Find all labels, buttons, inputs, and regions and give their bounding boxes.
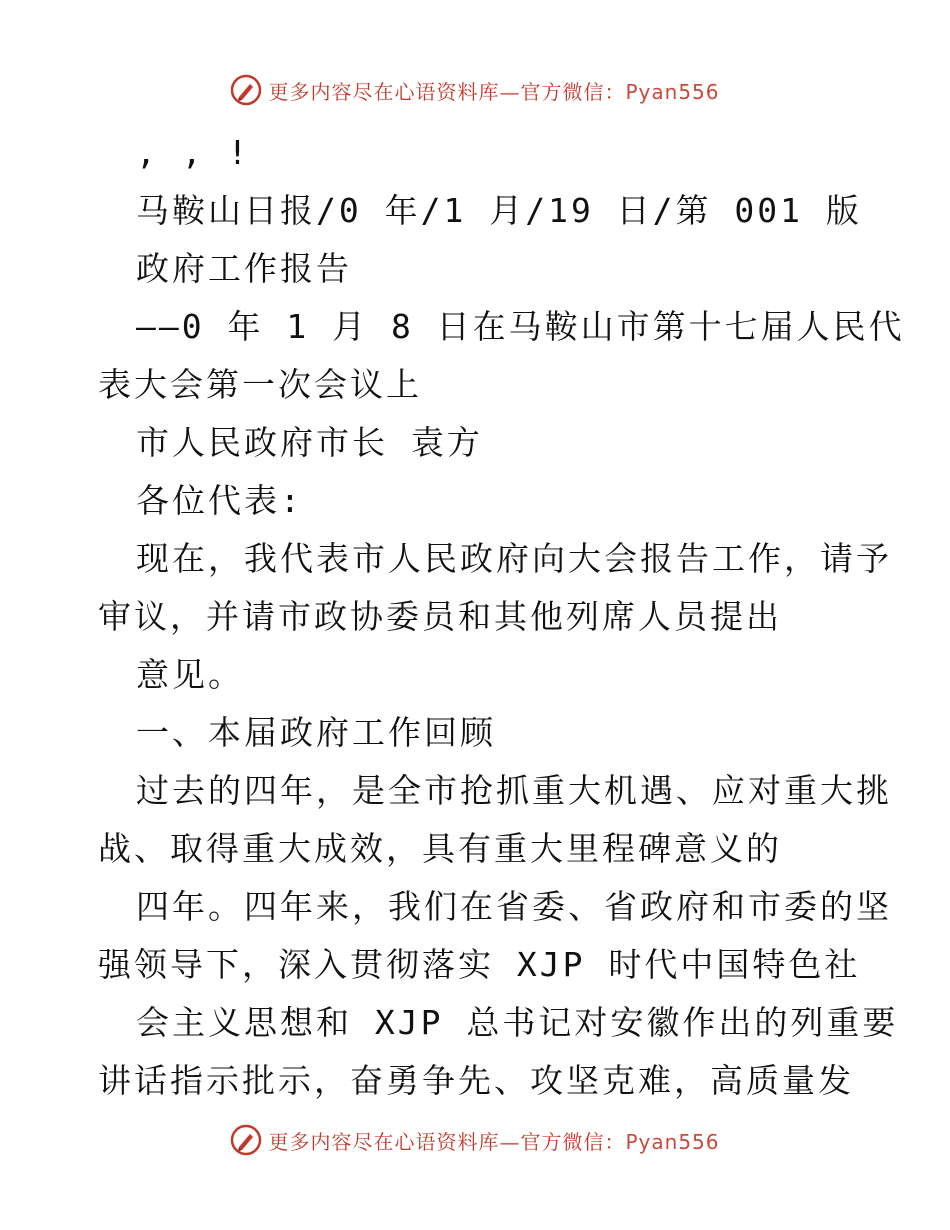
watermark-text: 更多内容尽在心语资料库—官方微信：Pyan556	[268, 1129, 720, 1154]
document-title: 政府工作报告	[136, 249, 352, 288]
paragraph-line: 过去的四年，是全市抢抓重大机遇、应对重大挑	[136, 771, 892, 810]
subtitle-line: ——0 年 1 月 8 日在马鞍山市第十七届人民代	[136, 307, 905, 346]
paragraph-line: 战、取得重大成效，具有重大里程碑意义的	[98, 829, 782, 868]
salutation: 各位代表:	[136, 481, 303, 520]
document-body	[98, 124, 905, 1110]
pen-logo-icon	[230, 74, 262, 106]
paragraph-line: 讲话指示批示，奋勇争先、攻坚克难，高质量发	[98, 1061, 854, 1100]
section-heading: 一、本届政府工作回顾	[136, 713, 496, 752]
text-line: , , !	[136, 133, 251, 172]
watermark-bottom	[0, 1120, 950, 1160]
paragraph-line: 现在，我代表市人民政府向大会报告工作，请予	[136, 539, 892, 578]
watermark-text: 更多内容尽在心语资料库—官方微信：Pyan556	[268, 79, 720, 104]
pen-logo-icon	[230, 1124, 262, 1156]
paragraph-line: 意见。	[136, 655, 244, 694]
paragraph-line: 四年。四年来，我们在省委、省政府和市委的坚	[136, 887, 892, 926]
paragraph-line: 审议，并请市政协委员和其他列席人员提出	[98, 597, 782, 636]
author-line: 市人民政府市长 袁方	[136, 423, 483, 462]
newspaper-source-line: 马鞍山日报/0 年/1 月/19 日/第 001 版	[136, 191, 862, 230]
subtitle-line: 表大会第一次会议上	[98, 365, 422, 404]
paragraph-line: 会主义思想和 XJP 总书记对安徽作出的列重要	[136, 1003, 899, 1042]
watermark-top	[0, 70, 950, 110]
paragraph-line: 强领导下，深入贯彻落实 XJP 时代中国特色社	[98, 945, 861, 984]
